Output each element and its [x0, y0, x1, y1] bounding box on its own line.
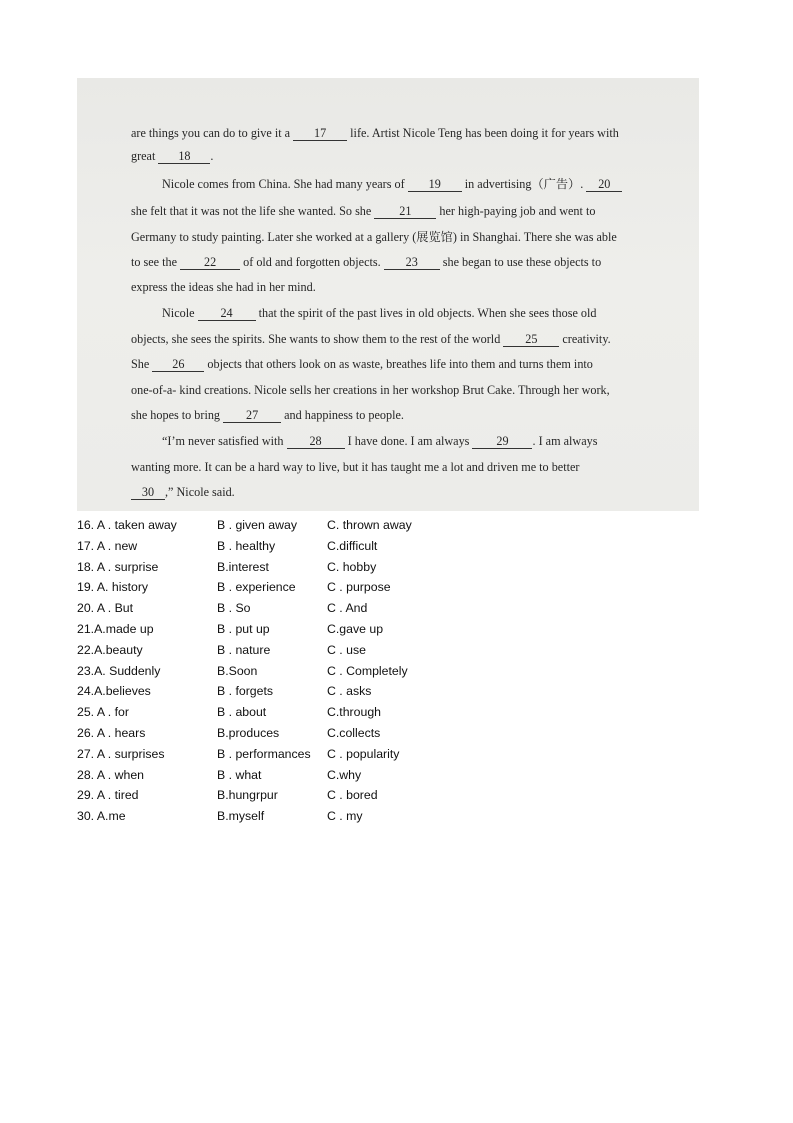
option-c: C . use [327, 642, 366, 657]
option-row [77, 766, 477, 787]
passage-text: are things you can do to give it a [131, 126, 291, 140]
option-b: B . experience [217, 580, 296, 595]
option-b: B.interest [217, 559, 269, 574]
option-row [77, 641, 477, 662]
option-c: C.through [327, 705, 382, 720]
option-a: 26. A . hears [77, 725, 146, 740]
option-a: 28. A . when [77, 767, 145, 782]
option-c: C.why [327, 767, 362, 782]
passage-text: . I am always [532, 434, 598, 448]
option-row [77, 516, 477, 537]
blank-23: 23 [384, 256, 440, 270]
option-row [77, 682, 477, 703]
option-b: B . performances [217, 746, 311, 761]
passage-text: she felt that it was not the life she wanted. So she [131, 204, 372, 218]
option-c: C.gave up [327, 621, 384, 636]
passage-line [162, 306, 698, 321]
option-a: 27. A . surprises [77, 746, 165, 761]
blank-27: 27 [223, 409, 281, 423]
passage-line [131, 204, 667, 219]
passage-text: She [131, 357, 150, 371]
passage-text: Nicole comes from China. She had many years of [162, 177, 405, 191]
option-a: 20. A . But [77, 601, 134, 616]
option-row [77, 537, 477, 558]
passage-line [131, 485, 667, 500]
option-a: 19. A. history [77, 580, 149, 595]
option-c: C. hobby [327, 559, 377, 574]
passage-text: ,” Nicole said. [165, 485, 235, 499]
blank-17: 17 [293, 127, 347, 141]
blank-20: 20 [586, 178, 622, 192]
blank-19: 19 [408, 178, 462, 192]
option-row [77, 662, 477, 683]
passage-line [131, 383, 667, 398]
option-b: B.Soon [217, 663, 258, 678]
passage-text: of old and forgotten objects. [243, 255, 381, 269]
option-b: B . forgets [217, 684, 274, 699]
option-a: 23.A. Suddenly [77, 663, 161, 678]
blank-22: 22 [180, 256, 240, 270]
option-a: 25. A . for [77, 705, 129, 720]
passage-text: . [210, 149, 214, 163]
passage-line [131, 149, 667, 164]
option-row [77, 558, 477, 579]
passage-line [131, 460, 667, 475]
passage-text: great [131, 149, 156, 163]
scanned-passage-photo [77, 78, 699, 511]
blank-29: 29 [472, 435, 532, 449]
passage-text: one-of-a- kind creations. Nicole sells her creations in her workshop Brut Cake. Through her work, [131, 383, 610, 397]
passage-line [162, 434, 698, 449]
option-c: C . And [327, 601, 368, 616]
option-c: C.difficult [327, 538, 378, 553]
passage-text: she hopes to bring [131, 408, 221, 422]
option-a: 22.A.beauty [77, 642, 143, 657]
passage-text: to see the [131, 255, 178, 269]
passage-text: objects, she sees the spirits. She wants to show them to the rest of the world [131, 332, 501, 346]
passage-line [131, 332, 667, 347]
passage-text: creativity. [562, 332, 611, 346]
option-a: 17. A . new [77, 538, 138, 553]
option-b: B.produces [217, 725, 280, 740]
option-a: 21.A.made up [77, 621, 154, 636]
option-b: B . nature [217, 642, 271, 657]
passage-text: express the ideas she had in her mind. [131, 280, 316, 294]
passage-text: life. Artist Nicole Teng has been doing it for years with [350, 126, 619, 140]
passage-line [131, 280, 667, 295]
passage-line [131, 126, 667, 141]
blank-28: 28 [287, 435, 345, 449]
passage-line [131, 255, 667, 270]
blank-26: 26 [152, 358, 204, 372]
passage-line [131, 357, 667, 372]
blank-21: 21 [374, 205, 436, 219]
passage-text: objects that others look on as waste, breathes life into them and turns them into [207, 357, 593, 371]
blank-24: 24 [198, 307, 256, 321]
option-b: B . what [217, 767, 262, 782]
option-c: C . my [327, 809, 363, 824]
option-c: C. thrown away [327, 518, 412, 532]
option-c: C . purpose [327, 580, 391, 595]
option-row [77, 620, 477, 641]
option-a: 30. A.me [77, 809, 126, 824]
passage-line [131, 408, 667, 423]
passage-text: wanting more. It can be a hard way to live, but it has taught me a lot and driven me to better [131, 460, 580, 474]
passage-line [131, 230, 667, 245]
passage-text: and happiness to people. [284, 408, 404, 422]
passage-text: Nicole [162, 306, 195, 320]
option-row [77, 807, 477, 828]
option-b: B . about [217, 705, 267, 720]
option-c: C . Completely [327, 663, 408, 678]
passage-text: that the spirit of the past lives in old objects. When she sees those old [258, 306, 597, 320]
option-row [77, 599, 477, 620]
passage-text: “I’m never satisfied with [162, 434, 284, 448]
option-row [77, 745, 477, 766]
option-c: C . bored [327, 788, 378, 803]
option-a: 29. A . tired [77, 788, 139, 803]
blank-18: 18 [158, 150, 210, 164]
option-c: C.collects [327, 725, 381, 740]
option-b: B.myself [217, 809, 265, 824]
option-row [77, 786, 477, 807]
option-b: B.hungrpur [217, 788, 278, 803]
blank-30: 30 [131, 486, 165, 500]
option-b: B . healthy [217, 538, 276, 553]
option-c: C . popularity [327, 746, 400, 761]
option-row [77, 724, 477, 745]
option-b: B . So [217, 601, 251, 616]
option-row [77, 578, 477, 599]
passage-text: in advertising（广告）. [464, 177, 584, 191]
option-b: B . put up [217, 621, 270, 636]
option-a: 16. A . taken away [77, 518, 177, 532]
option-a: 24.A.believes [77, 684, 151, 699]
passage-line [162, 177, 698, 192]
passage-text: her high-paying job and went to [439, 204, 596, 218]
blank-25: 25 [503, 333, 559, 347]
passage-text: Germany to study painting. Later she worked at a gallery (展览馆) in Shanghai. There she was able [131, 230, 617, 244]
passage-text: she began to use these objects to [442, 255, 602, 269]
answer-options-list [77, 516, 477, 828]
option-row [77, 703, 477, 724]
option-a: 18. A . surprise [77, 559, 159, 574]
passage-text: I have done. I am always [347, 434, 470, 448]
option-c: C . asks [327, 684, 372, 699]
option-b: B . given away [217, 518, 297, 532]
